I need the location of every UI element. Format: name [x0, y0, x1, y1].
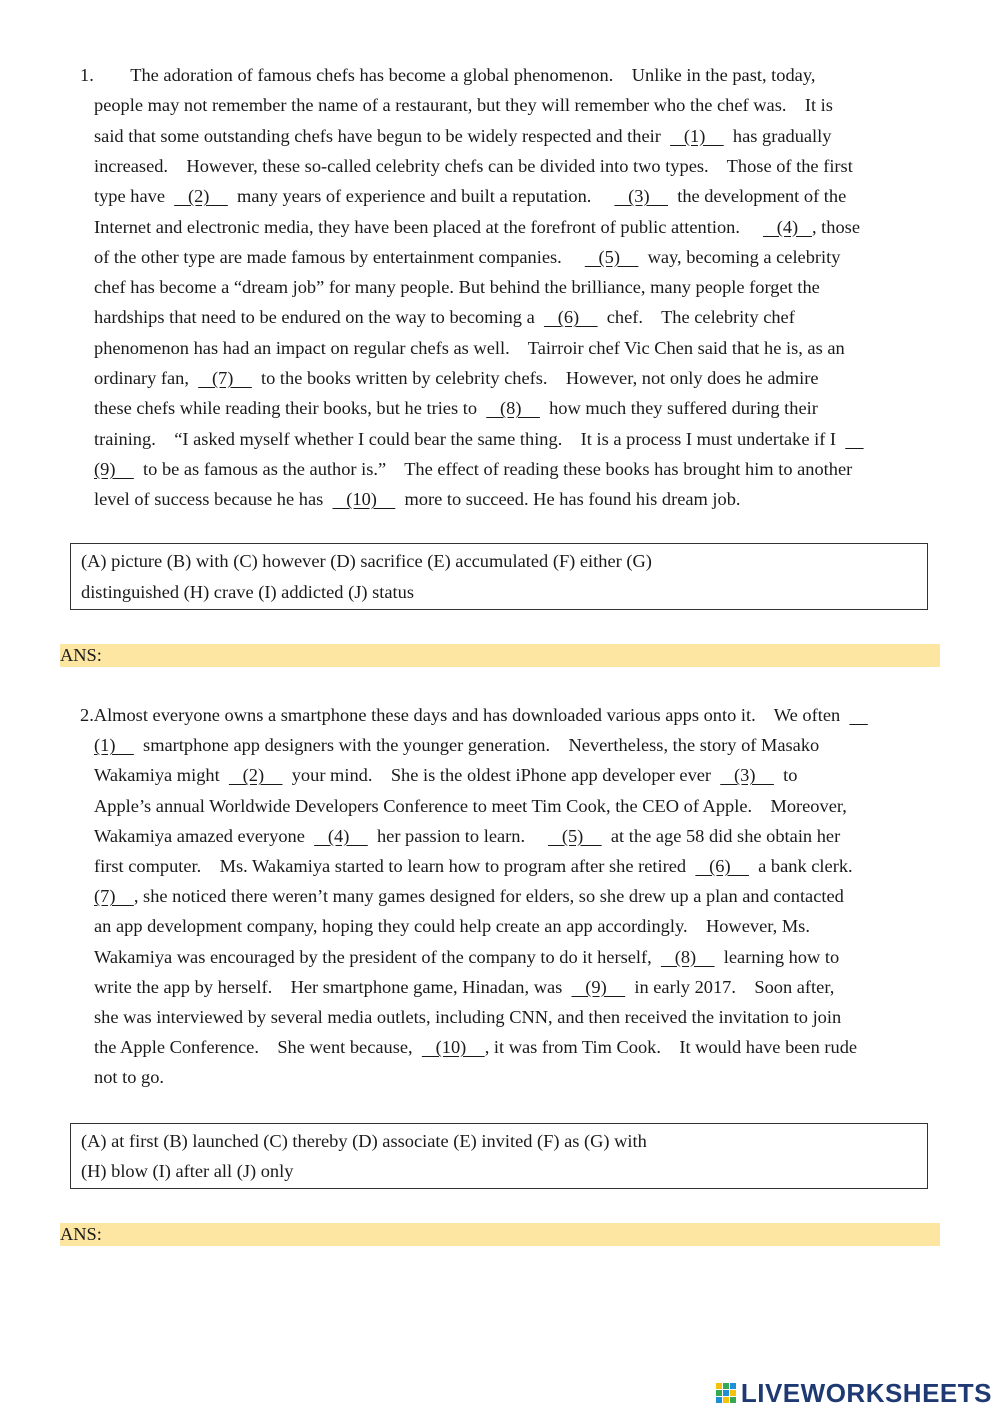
passage-text: she was interviewed by several media outlets, including CNN, and then received the invitation to join	[94, 1007, 842, 1027]
passage-line	[94, 760, 797, 790]
answer-blank[interactable]: (8)	[660, 946, 715, 967]
passage-text: said that some outstanding chefs have begun to be widely respected and their	[94, 125, 671, 146]
passage-text: , it was from Tim Cook. It would have been rude	[484, 1037, 858, 1058]
passage-text: of the other type are made famous by entertainment companies.	[94, 246, 585, 267]
word-bank-line: (H) blow (I) after all (J) only	[81, 1161, 294, 1181]
passage-line	[94, 484, 741, 514]
answer-blank[interactable]: (5)	[584, 246, 639, 267]
passage-text: training. “I asked myself whether I could bear the same thing. It is a process I must undertake if I	[94, 428, 846, 449]
passage-text: more to succeed. He has found his dream job.	[395, 489, 741, 510]
word-bank-line: distinguished (H) crave (I) addicted (J) status	[81, 582, 414, 602]
answer-label: ANS:	[60, 1224, 102, 1244]
passage-text: an app development company, hoping they could help create an app accordingly. However, Ms.	[94, 916, 810, 937]
passage-text: Wakamiya might	[94, 765, 229, 786]
passage-text: the Apple Conference. She went because,	[94, 1037, 422, 1058]
answer-blank[interactable]: (3)	[614, 186, 669, 207]
answer-blank[interactable]: (5)	[548, 825, 602, 846]
question-2-word-bank	[70, 1123, 928, 1189]
answer-blank[interactable]: (9)	[571, 976, 626, 997]
answer-blank[interactable]: (4)	[762, 216, 812, 237]
passage-text: in early 2017. Soon after,	[625, 976, 835, 997]
passage-text: , those	[811, 216, 860, 237]
brand-name: LIVEWORKSHEETS	[740, 1377, 992, 1408]
passage-text: first computer. Ms. Wakamiya started to learn how to program after she retired	[94, 856, 696, 876]
passage-text: many years of experience and built a reputation.	[227, 186, 615, 207]
passage-line	[94, 363, 819, 393]
passage-text: to the books written by celebrity chefs. However, not only does he admire	[251, 368, 819, 388]
passage-text: , she noticed there weren’t many games designed for elders, so she drew up a plan and contacted	[133, 886, 844, 907]
answer-blank[interactable]: (10)	[332, 489, 396, 510]
passage-line	[80, 700, 868, 730]
passage-line	[94, 393, 818, 423]
passage-line	[94, 881, 844, 911]
answer-blank[interactable]: (6)	[543, 307, 598, 328]
passage-text: ordinary fan,	[94, 368, 199, 388]
answer-blank[interactable]: (8)	[486, 398, 540, 419]
passage-text: way, becoming a celebrity	[638, 246, 841, 267]
answer-blank[interactable]: (6)	[695, 856, 749, 876]
passage-text: write the app by herself. Her smartphone game, Hinadan, was	[94, 976, 572, 997]
passage-text: level of success because he has	[94, 489, 333, 510]
passage-line	[94, 1032, 857, 1062]
passage-line	[94, 333, 845, 363]
passage-line	[94, 1002, 841, 1032]
word-bank-line: (A) picture (B) with (C) however (D) sacrifice (E) accumulated (F) either (G)	[81, 551, 652, 571]
passage-line	[94, 302, 795, 332]
answer-blank[interactable]: (2)	[174, 186, 228, 207]
word-bank-line: (A) at first (B) launched (C) thereby (D) associate (E) invited (F) as (G) with	[81, 1131, 647, 1151]
passage-line	[94, 90, 833, 120]
passage-line	[94, 791, 847, 821]
passage-text: to	[773, 765, 798, 786]
answer-blank[interactable]: (4)	[314, 825, 368, 846]
passage-line	[94, 272, 820, 302]
answer-blank[interactable]: (10)	[421, 1037, 485, 1058]
passage-line	[94, 821, 840, 851]
passage-text: Internet and electronic media, they have been placed at the forefront of public attention.	[94, 216, 763, 237]
question-1-word-bank	[70, 543, 928, 610]
passage-text: her passion to learn.	[367, 825, 549, 846]
question-2-passage	[60, 700, 940, 1095]
passage-text: Apple’s annual Worldwide Developers Conference to meet Tim Cook, the CEO of Apple. Moreover,	[94, 795, 847, 816]
answer-blank[interactable]: (3)	[720, 765, 774, 786]
passage-text: 2.Almost everyone owns a smartphone these days and has downloaded various apps onto it. We often	[80, 705, 850, 725]
answer-blank[interactable]	[849, 705, 867, 725]
answer-blank[interactable]: (7)	[94, 886, 134, 907]
question-2-answer-field[interactable]	[60, 1223, 940, 1246]
answer-blank[interactable]: (7)	[198, 368, 252, 388]
passage-text: increased. However, these so-called celebrity chefs can be divided into two types. Those of the first	[94, 155, 853, 176]
passage-line	[94, 121, 831, 151]
liveworksheets-logo	[715, 1378, 992, 1408]
passage-line	[94, 851, 853, 881]
passage-text: to be as famous as the author is.” The effect of reading these books has brought him to another	[133, 458, 853, 479]
passage-text: type have	[94, 186, 175, 207]
question-1-passage	[60, 60, 940, 515]
passage-text: these chefs while reading their books, but he tries to	[94, 398, 487, 419]
passage-text: the development of the	[668, 186, 847, 207]
passage-line	[94, 151, 853, 181]
passage-text: chef. The celebrity chef	[597, 307, 795, 328]
passage-text: at the age 58 did she obtain her	[601, 825, 841, 846]
passage-text: people may not remember the name of a restaurant, but they will remember who the chef was. It is	[94, 95, 833, 116]
liveworksheets-logo-icon	[715, 1381, 737, 1405]
passage-line	[94, 911, 810, 941]
answer-blank[interactable]: (1)	[670, 125, 724, 146]
answer-blank[interactable]: (2)	[228, 765, 283, 786]
passage-text: Wakamiya amazed everyone	[94, 825, 315, 846]
passage-line	[94, 730, 819, 760]
passage-line	[94, 181, 846, 211]
answer-blank[interactable]: (9)	[94, 458, 134, 479]
passage-line	[94, 942, 839, 972]
answer-blank[interactable]: (1)	[94, 735, 134, 756]
passage-line	[94, 454, 852, 484]
passage-line	[94, 972, 834, 1002]
passage-text: learning how to	[714, 946, 840, 967]
passage-text: chef has become a “dream job” for many people. But behind the brilliance, many people forget the	[94, 277, 820, 298]
passage-text: your mind. She is the oldest iPhone app developer ever	[282, 765, 721, 786]
passage-text: a bank clerk.	[748, 856, 853, 876]
passage-text: 1. The adoration of famous chefs has become a global phenomenon. Unlike in the past, today,	[80, 65, 816, 85]
passage-text: phenomenon has had an impact on regular chefs as well. Tairroir chef Vic Chen said that he is, as an	[94, 337, 845, 358]
passage-line	[94, 212, 860, 242]
passage-line	[80, 60, 815, 90]
answer-label: ANS:	[60, 645, 102, 665]
passage-text: smartphone app designers with the younger generation. Nevertheless, the story of Masako	[133, 735, 820, 756]
passage-text: how much they suffered during their	[539, 398, 818, 419]
passage-line	[94, 1062, 164, 1092]
passage-text: not to go.	[94, 1067, 164, 1088]
question-1-answer-field[interactable]	[60, 644, 940, 667]
answer-blank[interactable]	[845, 429, 863, 449]
passage-text: Wakamiya was encouraged by the president of the company to do it herself,	[94, 946, 661, 967]
passage-line	[94, 424, 864, 454]
passage-text: has gradually	[723, 125, 832, 146]
passage-line	[94, 242, 840, 272]
passage-text: hardships that need to be endured on the way to becoming a	[94, 307, 544, 328]
